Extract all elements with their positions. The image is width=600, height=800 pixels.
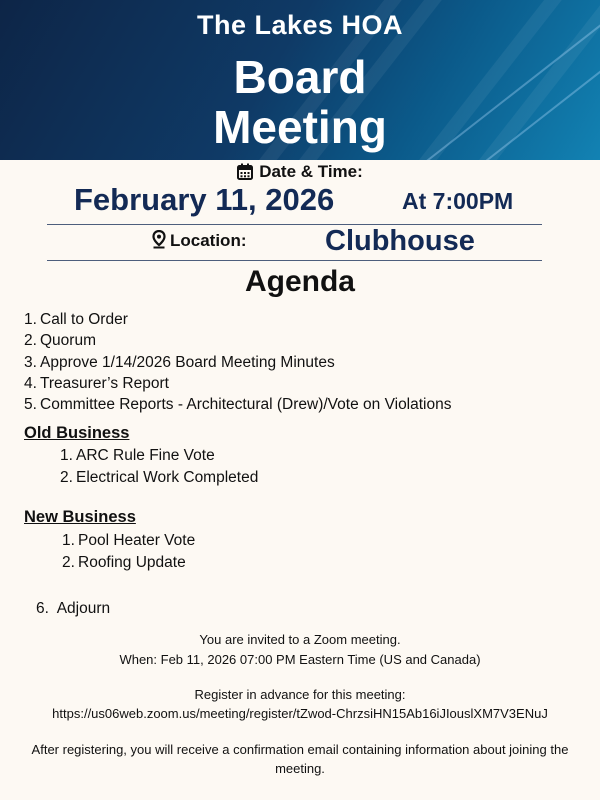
new-business-list <box>62 530 195 574</box>
zoom-register-label: Register in advance for this meeting: <box>194 687 406 702</box>
calendar-icon <box>237 163 253 180</box>
item-text: Electrical Work Completed <box>76 469 259 486</box>
adjourn-item <box>36 600 110 618</box>
datetime-label-text: Date & Time: <box>259 162 363 181</box>
list-item <box>24 330 452 351</box>
location-label <box>152 230 247 251</box>
item-text: Quorum <box>40 332 96 350</box>
list-item <box>24 373 452 394</box>
title-line-1: Board <box>233 51 367 103</box>
divider <box>47 260 542 261</box>
old-business-list <box>60 445 258 489</box>
list-item <box>60 467 258 489</box>
zoom-when: When: Feb 11, 2026 07:00 PM Eastern Time (US and Canada) <box>119 652 481 667</box>
hoa-name: The Lakes HOA <box>196 10 404 40</box>
meeting-date: February 11, 2026 <box>74 182 335 217</box>
agenda-list <box>24 309 452 415</box>
list-item <box>62 530 195 552</box>
item-number: 6. <box>36 600 49 617</box>
item-number: 2. <box>60 469 73 486</box>
meeting-time: At 7:00PM <box>402 188 514 214</box>
item-number: 5. <box>24 396 37 414</box>
new-business-heading: New Business <box>24 508 136 526</box>
item-number: 1. <box>24 311 37 328</box>
list-item <box>24 309 452 330</box>
item-text: Call to Order <box>40 311 128 328</box>
old-business-heading: Old Business <box>24 424 130 442</box>
location-label-text: Location: <box>170 231 247 250</box>
location-pin-icon <box>152 230 166 249</box>
item-text: Treasurer’s Report <box>40 374 169 392</box>
item-text: Pool Heater Vote <box>78 532 196 549</box>
list-item <box>62 552 195 574</box>
item-text: Approve 1/14/2026 Board Meeting Minutes <box>40 353 335 371</box>
location-value: Clubhouse <box>325 225 475 257</box>
item-text: ARC Rule Fine Vote <box>76 447 215 464</box>
item-number: 1. <box>60 447 73 464</box>
agenda-title: Agenda <box>244 265 355 298</box>
item-text: Adjourn <box>56 600 111 617</box>
item-number: 2. <box>24 332 37 350</box>
list-item <box>60 445 258 467</box>
item-number: 2. <box>62 554 75 571</box>
page-title <box>0 52 600 152</box>
item-number: 4. <box>24 374 37 392</box>
datetime-label <box>0 162 600 182</box>
list-item <box>24 352 452 373</box>
zoom-after-register-2: meeting. <box>275 761 325 776</box>
zoom-after-register: After registering, you will receive a confirmation email containing information about joining the <box>31 742 569 757</box>
zoom-register-link[interactable]: https://us06web.zoom.us/meeting/register/tZwod-ChrzsiHN15Ab16iJIouslXM7V3ENuJ <box>52 706 548 721</box>
item-number: 3. <box>24 353 37 371</box>
item-number: 1. <box>62 532 75 549</box>
title-line-2: Meeting <box>213 101 387 153</box>
item-text: Committee Reports - Architectural (Drew)/Vote on Violations <box>40 396 452 414</box>
item-text: Roofing Update <box>78 554 186 571</box>
list-item <box>24 394 452 415</box>
header-banner <box>0 0 600 160</box>
zoom-invite: You are invited to a Zoom meeting. <box>199 632 401 647</box>
